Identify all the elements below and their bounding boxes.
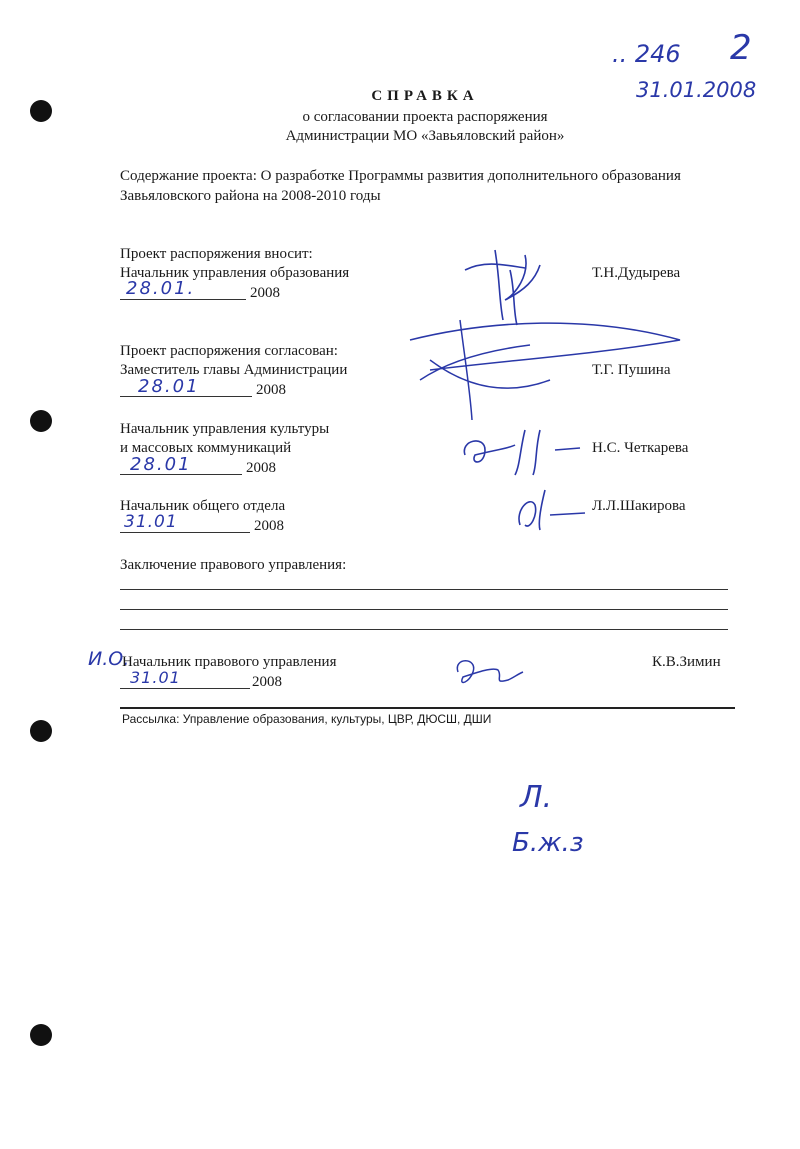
block2-date-hand: 28.01	[138, 376, 200, 397]
block1-date-line	[120, 299, 246, 300]
binder-hole-4	[30, 1024, 52, 1046]
signature-zimin	[448, 652, 528, 692]
legal-conclusion-line-2	[120, 609, 728, 610]
binder-hole-3	[30, 720, 52, 742]
block1-signer: Т.Н.Дудырева	[592, 265, 681, 281]
legal-acting-prefix: И.О.	[88, 648, 130, 670]
block4-year: 2008	[254, 518, 284, 534]
binder-hole-2	[30, 410, 52, 432]
block2-year: 2008	[256, 382, 286, 398]
block3-date-hand: 28.01	[130, 454, 192, 475]
block2-signer: Т.Г. Пушина	[592, 362, 671, 378]
legal-conclusion-label: Заключение правового управления:	[120, 557, 347, 573]
legal-year: 2008	[252, 674, 282, 690]
block4-signer: Л.Л.Шакирова	[592, 498, 686, 514]
block3-signer: Н.С. Четкарева	[592, 440, 689, 456]
document-subtitle-2: Администрации МО «Завьяловский район»	[285, 128, 565, 144]
legal-conclusion-line-3	[120, 629, 728, 630]
block3-date-line	[120, 474, 242, 475]
binder-hole-1	[30, 100, 52, 122]
distribution-list: Рассылка: Управление образования, культуры, ЦВР, ДЮСШ, ДШИ	[122, 712, 492, 726]
project-content-line-1: Содержание проекта: О разработке Программы развития дополнительного образования	[120, 168, 681, 184]
block1-year: 2008	[250, 285, 280, 301]
block4-date-line	[120, 532, 250, 533]
block1-date-hand: 28.01.	[126, 278, 196, 299]
registration-page-mark: 2	[730, 28, 752, 68]
block4-label-1: Начальник общего отдела	[120, 498, 286, 514]
legal-date-line	[120, 688, 250, 689]
distribution-divider	[120, 707, 735, 709]
block1-label-1: Проект распоряжения вносит:	[120, 246, 313, 262]
legal-signer: К.В.Зимин	[652, 654, 721, 670]
block3-year: 2008	[246, 460, 276, 476]
block1-label-2: Начальник управления образования	[120, 265, 350, 281]
block2-label-1: Проект распоряжения согласован:	[120, 343, 338, 359]
block3-label-2: и массовых коммуникаций	[120, 440, 292, 456]
block4-date-hand: 31.01	[124, 512, 178, 532]
legal-date-hand: 31.01	[130, 668, 181, 687]
resolution-line-1: Л.	[520, 780, 553, 815]
registration-number: .. 246	[612, 40, 681, 68]
legal-conclusion-line-1	[120, 589, 728, 590]
document-title: СПРАВКА	[371, 88, 479, 104]
signature-shakirova	[510, 485, 590, 535]
legal-head-label: Начальник правового управления	[122, 654, 337, 670]
signature-pushina	[390, 300, 690, 430]
block3-label-1: Начальник управления культуры	[120, 421, 330, 437]
project-content-line-2: Завьяловского района на 2008-2010 годы	[120, 188, 381, 204]
document-subtitle-1: о согласовании проекта распоряжения	[302, 109, 548, 125]
resolution-line-2: Б.ж.з	[512, 828, 584, 858]
block2-label-2: Заместитель главы Администрации	[120, 362, 348, 378]
registration-date: 31.01.2008	[636, 78, 757, 102]
block2-date-line	[120, 396, 252, 397]
signature-chetkareva	[455, 420, 595, 480]
